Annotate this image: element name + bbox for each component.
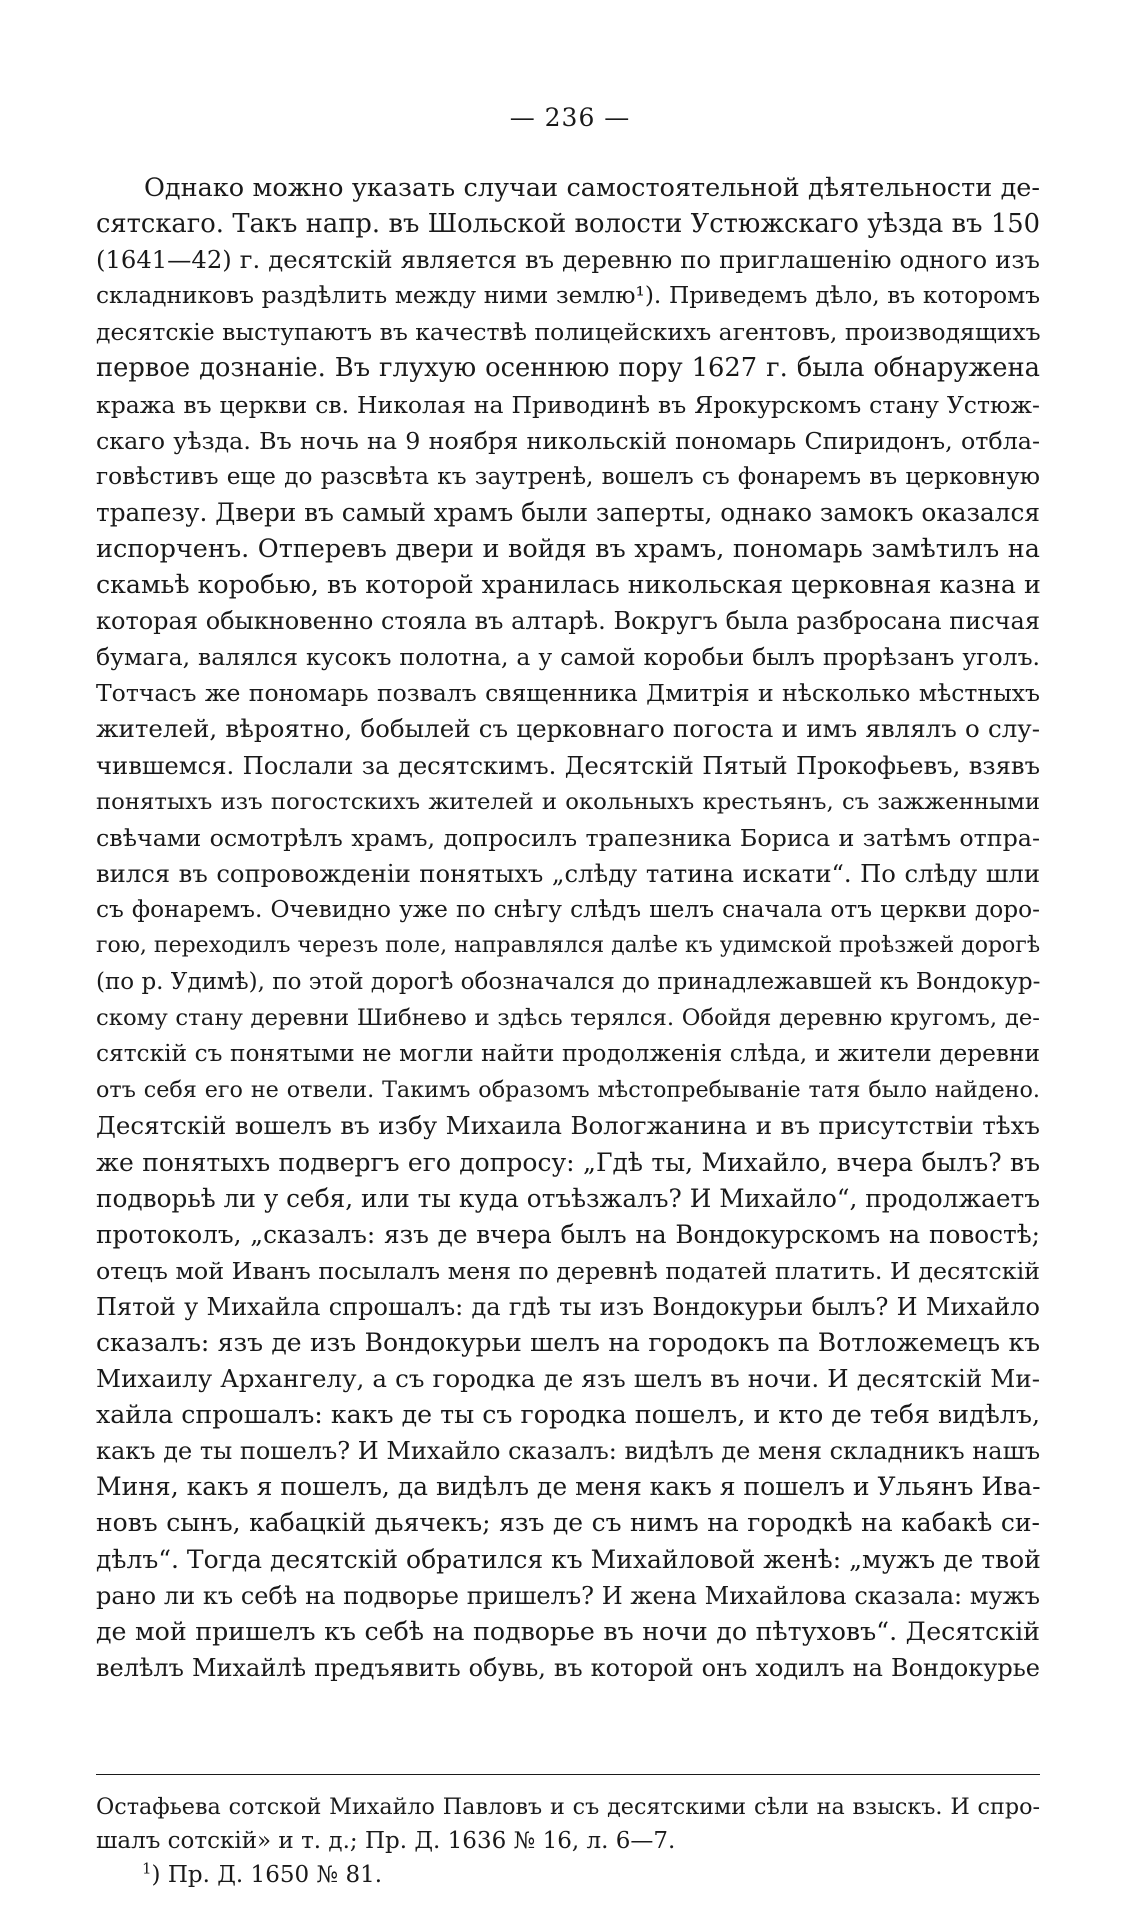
text-line: Михаилу Архангелу, а съ городка де язъ шелъ въ ночи. И десятскій Ми- xyxy=(96,1364,1040,1394)
text-line: складниковъ раздѣлить между ними землю¹). Приведемъ дѣло, въ которомъ xyxy=(96,282,1040,310)
text-line: гою, переходилъ черезъ поле, направлялся далѣе къ удимской проѣзжей дорогѣ xyxy=(96,932,1041,958)
text-line: свѣчами осмотрѣлъ храмъ, допросилъ трапезника Бориса и затѣмъ отпра- xyxy=(96,823,1040,852)
text-line: новъ сынъ, кабацкій дьячекъ; язъ де съ нимъ на городкѣ на кабакѣ си- xyxy=(96,1508,1040,1538)
text-line: трапезу. Двери въ самый храмъ были заперты, однако замокъ оказался xyxy=(96,497,1040,527)
text-line: сятскаго. Такъ напр. въ Шольской волости Устюжскаго уѣзда въ 150 xyxy=(96,209,1040,240)
text-line: хайла спрошалъ: какъ де ты съ городка пошелъ, и кто де тебя видѣлъ, xyxy=(96,1400,1040,1430)
text-line: кража въ церкви св. Николая на Приводинѣ въ Ярокурскомъ стану Устюж- xyxy=(96,390,1040,419)
text-line: отецъ мой Иванъ посылалъ меня по деревнѣ податей платить. И десятскій xyxy=(96,1256,1040,1285)
footnote-continuation-line: Остафьева сотской Михайло Павловъ и съ десятскими сѣли на взыскъ. И спро- xyxy=(96,1794,1040,1820)
text-line: понятыхъ изъ погостскихъ жителей и окольныхъ крестьянъ, съ зажженными xyxy=(96,788,1040,815)
text-line: Однако можно указать случаи самостоятельной дѣятельности де- xyxy=(144,173,1040,203)
body-text xyxy=(96,170,1040,1686)
text-line: Миня, какъ я пошелъ, да видѣлъ де меня какъ я пошелъ и Ульянъ Ива- xyxy=(96,1472,1041,1502)
text-line: десятскіе выступаютъ въ качествѣ полицейскихъ агентовъ, производящихъ xyxy=(96,318,1041,347)
text-line: Тотчасъ же пономарь позвалъ священника Дмитрія и нѣсколько мѣстныхъ xyxy=(96,679,1040,708)
text-line: съ фонаремъ. Очевидно уже по снѣгу слѣдъ шелъ сначала отъ церкви доро- xyxy=(96,895,1040,923)
text-line: рано ли къ себѣ на подворье пришелъ? И жена Михайлова сказала: мужъ xyxy=(96,1581,1040,1610)
text-line: скому стану деревни Шибнево и здѣсь терялся. Обойдя деревню кругомъ, де- xyxy=(96,1005,1040,1032)
text-line: дѣлъ“. Тогда десятскій обратился къ Михайловой женѣ: „мужъ де твой xyxy=(96,1544,1041,1574)
footnote-1 xyxy=(96,1858,1040,1892)
text-line: жителей, вѣроятно, бобылей съ церковнаго погоста и имъ являлъ о слу- xyxy=(96,714,1040,744)
text-line: Пятой у Михайла спрошалъ: да гдѣ ты изъ Вондокурьи былъ? И Михайло xyxy=(96,1292,1040,1321)
text-line: какъ де ты пошелъ? И Михайло сказалъ: видѣлъ де меня складникъ нашъ xyxy=(96,1437,1041,1466)
text-line: говѣстивъ еще до разсвѣта къ заутренѣ, вошелъ съ фонаремъ въ церковную xyxy=(96,462,1040,490)
page-number: — 236 — xyxy=(509,103,631,132)
text-line: скаго уѣзда. Въ ночь на 9 ноября никольскій пономарь Спиридонъ, отбла- xyxy=(96,426,1040,455)
text-line: чившемся. Послали за десятскимъ. Десятскій Пятый Прокофьевъ, взявъ xyxy=(96,750,1040,780)
footnotes xyxy=(96,1790,1040,1892)
footnote-text: ) Пр. Д. 1650 № 81. xyxy=(151,1862,383,1888)
text-line: скамьѣ коробью, въ которой хранилась никольская церковная казна и xyxy=(96,570,1041,600)
text-line: подворьѣ ли у себя, или ты куда отъѣзжалъ? И Михайло“, продолжаетъ xyxy=(96,1183,1040,1213)
text-line: отъ себя его не отвели. Такимъ образомъ мѣстопребываніе татя было найдено. xyxy=(96,1077,1040,1104)
text-line: бумага, валялся кусокъ полотна, а у самой коробьи былъ прорѣзанъ уголъ. xyxy=(96,643,1040,672)
text-line: де мой пришелъ къ себѣ на подворье въ ночи до пѣтуховъ“. Десятскій xyxy=(96,1616,1040,1646)
text-line: вился въ сопровожденіи понятыхъ „слѣду татина искати“. По слѣду шли xyxy=(96,858,1040,888)
text-line: первое дознаніе. Въ глухую осеннюю пору 1627 г. была обнаружена xyxy=(96,353,1040,384)
text-line: Десятскій вошелъ въ избу Михаила Вологжанина и въ присутствіи тѣхъ xyxy=(96,1111,1040,1141)
text-line: испорченъ. Отперевъ двери и войдя въ храмъ, пономарь замѣтилъ на xyxy=(96,533,1040,564)
text-line: которая обыкновенно стояла въ алтарѣ. Вокругъ была разбросана писчая xyxy=(96,607,1040,636)
text-line: велѣлъ Михайлѣ предъявить обувь, въ которой онъ ходилъ на Вондокурье xyxy=(96,1653,1040,1682)
footnote-marker: 1 xyxy=(142,1859,152,1878)
text-line: (1641—42) г. десятскій является въ деревню по приглашенію одного изъ xyxy=(96,245,1040,275)
footnote-continuation-line: шалъ сотскій» и т. д.; Пр. Д. 1636 № 16, л. 6—7. xyxy=(96,1828,676,1854)
footnote-divider xyxy=(96,1774,1040,1775)
text-line: сятскій съ понятыми не могли найти продолженія слѣда, и жители деревни xyxy=(96,1040,1040,1068)
text-line: сказалъ: язъ де изъ Вондокурьи шелъ на городокъ па Вотложемецъ къ xyxy=(96,1328,1040,1357)
text-line: (по р. Удимѣ), по этой дорогѣ обозначался до принадлежавшей къ Вондокур- xyxy=(96,969,1041,996)
text-line: протоколъ, „сказалъ: язъ де вчера былъ на Вондокурскомъ на повостѣ; xyxy=(96,1219,1040,1249)
text-line: же понятыхъ подвергъ его допросу: „Гдѣ ты, Михайло, вчера былъ? въ xyxy=(96,1147,1040,1177)
